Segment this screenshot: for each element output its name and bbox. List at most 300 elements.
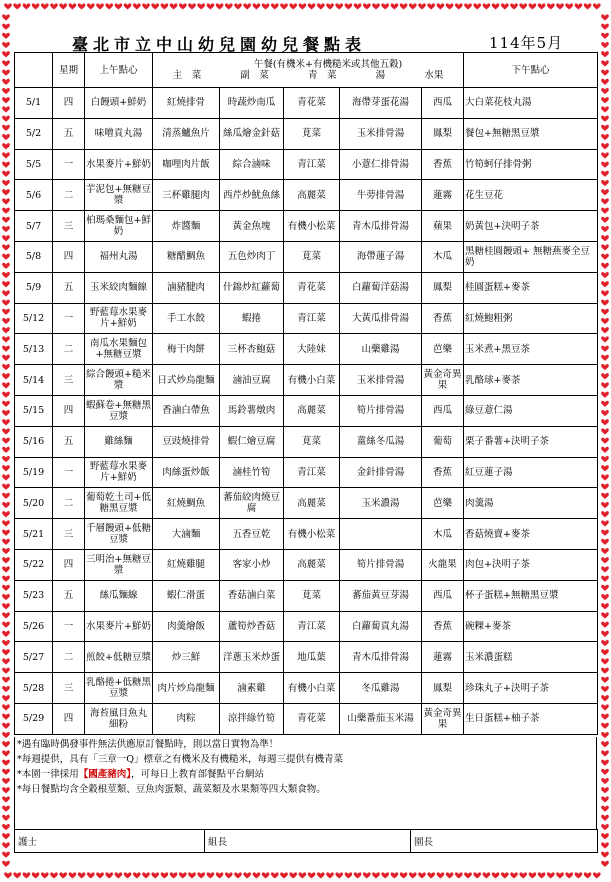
heart-icon: [601, 116, 609, 122]
heart-icon: [593, 872, 601, 878]
menu-row: [15, 272, 598, 303]
heart-icon: [510, 3, 518, 9]
heart-icon: [354, 872, 362, 878]
header-weekday: 星期: [53, 53, 85, 88]
heart-icon: [345, 872, 353, 878]
soup-cell: 金針排骨湯: [340, 457, 422, 488]
main-dish-cell: 糖醋鯛魚: [153, 241, 220, 272]
heart-icon: [317, 3, 325, 9]
heart-icon: [601, 447, 609, 453]
heart-icon: [601, 502, 609, 508]
heart-icon: [601, 622, 609, 628]
page-title: 臺北市立中山幼兒園幼兒餐點表: [72, 35, 367, 54]
morning-snack-cell: 乳酪捲+低糖黑豆漿: [85, 673, 153, 704]
header-fruit: 水果: [424, 70, 444, 81]
soup-cell: [340, 519, 422, 550]
heart-icon: [601, 281, 609, 287]
morning-snack-cell: 三明治+無糖豆漿: [85, 549, 153, 580]
heart-icon: [2, 704, 10, 710]
heart-icon: [2, 88, 10, 94]
heart-icon: [492, 872, 500, 878]
header-afternoon: 下午點心: [464, 53, 598, 88]
morning-snack-cell: 煎餃+低糖豆漿: [85, 642, 153, 673]
weekday-cell: 四: [53, 241, 85, 272]
heart-icon: [207, 872, 215, 878]
main-dish-cell: 日式炒烏龍麵: [153, 365, 220, 396]
afternoon-snack-cell: 竹筍蚵仔排骨粥: [464, 149, 598, 180]
side-dish-cell: 五香豆乾: [220, 519, 284, 550]
heart-icon: [501, 872, 509, 878]
morning-snack-cell: 葡萄乾土司+低糖黑豆漿: [85, 488, 153, 519]
heart-icon: [2, 226, 10, 232]
heart-icon: [601, 842, 609, 848]
heart-icon: [299, 872, 307, 878]
weekday-cell: 三: [53, 519, 85, 550]
heart-icon: [400, 3, 408, 9]
heart-icon: [2, 254, 10, 260]
menu-row: [15, 303, 598, 334]
heart-icon: [69, 3, 77, 9]
header-lunch-title: 午餐(有機米+有機糙米或其他五穀): [253, 59, 403, 70]
afternoon-snack-cell: 乳酪球+麥茶: [464, 365, 598, 396]
header-morning: 上午點心: [85, 53, 153, 88]
heart-icon: [601, 346, 609, 352]
heart-icon: [271, 872, 279, 878]
heart-icon: [151, 3, 159, 9]
soup-cell: 蕃茄黃豆芽湯: [340, 580, 422, 611]
heart-icon: [2, 300, 10, 306]
weekday-cell: 二: [53, 334, 85, 365]
heart-icon: [601, 198, 609, 204]
heart-icon: [601, 787, 609, 793]
heart-icon: [23, 3, 31, 9]
heart-icon: [464, 872, 472, 878]
heart-icon: [601, 631, 609, 637]
vegetable-cell: 莧菜: [284, 118, 340, 149]
sign-nurse: 護士: [15, 830, 205, 853]
heart-icon: [601, 336, 609, 342]
heart-icon: [13, 3, 21, 9]
heart-icon: [170, 3, 178, 9]
menu-row: [15, 642, 598, 673]
morning-snack-cell: 芋泥包+無糖豆漿: [85, 180, 153, 211]
date-cell: 5/29: [15, 703, 53, 734]
menu-row: [15, 334, 598, 365]
main-dish-cell: 紅燒鯛魚: [153, 488, 220, 519]
heart-icon: [529, 872, 537, 878]
fruit-cell: 香蕉: [422, 303, 464, 334]
heart-icon: [547, 872, 555, 878]
heart-icon: [317, 872, 325, 878]
heart-icon: [601, 796, 609, 802]
vegetable-cell: 有機小白菜: [284, 365, 340, 396]
heart-icon: [2, 769, 10, 775]
menu-row: [15, 118, 598, 149]
heart-icon: [483, 872, 491, 878]
heart-icon: [2, 79, 10, 85]
side-dish-cell: 涼拌綠竹筍: [220, 703, 284, 734]
header-lunch: [153, 53, 464, 88]
heart-icon: [2, 60, 10, 66]
heart-icon: [2, 410, 10, 416]
side-dish-cell: 黃金魚塊: [220, 211, 284, 242]
heart-icon: [2, 723, 10, 729]
fruit-cell: 鳳梨: [422, 673, 464, 704]
heart-icon: [601, 861, 609, 867]
date-cell: 5/12: [15, 303, 53, 334]
side-dish-cell: 什錦炒紅蘿蔔: [220, 272, 284, 303]
heart-icon: [59, 872, 67, 878]
heart-icon: [207, 3, 215, 9]
vegetable-cell: 高麗菜: [284, 488, 340, 519]
heart-icon: [601, 741, 609, 747]
heart-icon: [197, 872, 205, 878]
heart-icon: [2, 585, 10, 591]
side-dish-cell: 西芹炒魷魚絲: [220, 180, 284, 211]
heart-icon: [23, 872, 31, 878]
weekday-cell: 二: [53, 642, 85, 673]
morning-snack-cell: 福州丸湯: [85, 241, 153, 272]
heart-icon: [243, 872, 251, 878]
heart-icon: [601, 152, 609, 158]
heart-icon: [2, 539, 10, 545]
heart-icon: [2, 741, 10, 747]
main-dish-cell: 肉粽: [153, 703, 220, 734]
heart-icon: [437, 3, 445, 9]
heart-icon: [2, 235, 10, 241]
heart-icon: [2, 649, 10, 655]
heart-icon: [2, 842, 10, 848]
heart-icon: [409, 872, 417, 878]
date-cell: 5/15: [15, 395, 53, 426]
heart-icon: [280, 872, 288, 878]
fruit-cell: 黃金奇異果: [422, 703, 464, 734]
morning-snack-cell: 絲瓜麵線: [85, 580, 153, 611]
heart-icon: [2, 714, 10, 720]
menu-row: [15, 180, 598, 211]
heart-icon: [391, 3, 399, 9]
heart-icon: [87, 3, 95, 9]
fruit-cell: 芭樂: [422, 488, 464, 519]
fruit-cell: 香蕉: [422, 457, 464, 488]
heart-icon: [2, 24, 10, 30]
menu-table: [14, 52, 598, 735]
heart-icon: [381, 3, 389, 9]
date-cell: 5/22: [15, 549, 53, 580]
main-dish-cell: 肉羹燴飯: [153, 611, 220, 642]
menu-row: [15, 519, 598, 550]
main-dish-cell: 肉絲蛋炒飯: [153, 457, 220, 488]
afternoon-snack-cell: 杯子蛋糕+無糖黑豆漿: [464, 580, 598, 611]
heart-icon: [161, 3, 169, 9]
heart-icon: [2, 392, 10, 398]
heart-icon: [601, 769, 609, 775]
heart-icon: [2, 152, 10, 158]
heart-icon: [2, 677, 10, 683]
afternoon-snack-cell: 碗粿+麥茶: [464, 611, 598, 642]
heart-icon: [2, 272, 10, 278]
side-dish-cell: 馬鈴薯燉肉: [220, 395, 284, 426]
heart-icon: [601, 806, 609, 812]
heart-icon: [455, 3, 463, 9]
morning-snack-cell: 水果麥片+鮮奶: [85, 149, 153, 180]
heart-icon: [601, 474, 609, 480]
heart-icon: [115, 872, 123, 878]
date-cell: 5/28: [15, 673, 53, 704]
heart-icon: [50, 3, 58, 9]
heart-icon: [289, 872, 297, 878]
main-dish-cell: 紅燒雞腿: [153, 549, 220, 580]
soup-cell: 筍片排骨湯: [340, 395, 422, 426]
fruit-cell: 木瓜: [422, 519, 464, 550]
heart-icon: [601, 51, 609, 57]
heart-icon: [575, 872, 583, 878]
weekday-cell: 五: [53, 426, 85, 457]
main-dish-cell: 香滷白帶魚: [153, 395, 220, 426]
heart-icon: [565, 872, 573, 878]
heart-icon: [124, 3, 132, 9]
heart-icon: [601, 677, 609, 683]
fruit-cell: 芭樂: [422, 334, 464, 365]
side-dish-cell: 蝦仁燴豆腐: [220, 426, 284, 457]
date-cell: 5/14: [15, 365, 53, 396]
heart-icon: [253, 872, 261, 878]
heart-icon: [363, 872, 371, 878]
heart-icon: [601, 530, 609, 536]
heart-icon: [418, 3, 426, 9]
heart-icon: [601, 438, 609, 444]
date-cell: 5/5: [15, 149, 53, 180]
main-dish-cell: 手工水餃: [153, 303, 220, 334]
heart-icon: [2, 428, 10, 434]
heart-icon: [601, 42, 609, 48]
heart-icon: [601, 640, 609, 646]
heart-icon: [2, 125, 10, 131]
menu-row: [15, 580, 598, 611]
date-cell: 5/21: [15, 519, 53, 550]
heart-icon: [556, 872, 564, 878]
heart-icon: [601, 189, 609, 195]
heart-icon: [41, 3, 49, 9]
weekday-cell: 一: [53, 303, 85, 334]
morning-snack-cell: 綜合饅頭+糙米漿: [85, 365, 153, 396]
heart-icon: [2, 861, 10, 867]
fruit-cell: 火龍果: [422, 549, 464, 580]
signature-table: [14, 829, 598, 853]
heart-icon: [601, 714, 609, 720]
heart-icon: [96, 872, 104, 878]
heart-icon: [2, 373, 10, 379]
heart-icon: [2, 557, 10, 563]
afternoon-snack-cell: 肉包+決明子茶: [464, 549, 598, 580]
heart-icon: [381, 872, 389, 878]
heart-icon: [601, 382, 609, 388]
heart-icon: [133, 3, 141, 9]
heart-icon: [2, 180, 10, 186]
heart-icon: [473, 3, 481, 9]
heart-icon: [601, 732, 609, 738]
soup-cell: 薑絲冬瓜湯: [340, 426, 422, 457]
date-cell: 5/23: [15, 580, 53, 611]
heart-icon: [601, 566, 609, 572]
morning-snack-cell: 野藍莓水果麥片+鮮奶: [85, 303, 153, 334]
note-3-b: ，可每日上教育部餐點平台網站: [131, 769, 265, 780]
heart-icon: [2, 290, 10, 296]
weekday-cell: 四: [53, 549, 85, 580]
heart-icon: [372, 872, 380, 878]
heart-icon: [601, 24, 609, 30]
side-dish-cell: 綜合滷味: [220, 149, 284, 180]
fruit-cell: 蘋果: [422, 211, 464, 242]
heart-icon: [601, 272, 609, 278]
soup-cell: 白蘿蔔貢丸湯: [340, 611, 422, 642]
heart-icon: [2, 134, 10, 140]
afternoon-snack-cell: 玉米煮+黑豆茶: [464, 334, 598, 365]
heart-icon: [32, 872, 40, 878]
heart-icon: [133, 872, 141, 878]
afternoon-snack-cell: 黑糖桂圓饅頭+ 無糖燕麥全豆奶: [464, 241, 598, 272]
heart-icon: [601, 594, 609, 600]
heart-icon: [464, 3, 472, 9]
heart-icon: [2, 484, 10, 490]
heart-icon: [437, 872, 445, 878]
heart-icon: [492, 3, 500, 9]
vegetable-cell: 有機小松菜: [284, 211, 340, 242]
main-dish-cell: 紅燒排骨: [153, 88, 220, 119]
heart-icon: [2, 143, 10, 149]
weekday-cell: 一: [53, 457, 85, 488]
heart-icon: [59, 3, 67, 9]
heart-icon: [2, 263, 10, 269]
weekday-cell: 一: [53, 149, 85, 180]
soup-cell: 青木瓜排骨湯: [340, 211, 422, 242]
vegetable-cell: 莧菜: [284, 241, 340, 272]
heart-icon: [601, 668, 609, 674]
heart-icon: [601, 143, 609, 149]
note-3-highlight: 【國產豬肉】: [78, 769, 132, 780]
heart-icon: [601, 428, 609, 434]
soup-cell: 牛蒡排骨湯: [340, 180, 422, 211]
heart-icon: [601, 125, 609, 131]
heart-icon: [2, 603, 10, 609]
heart-icon: [2, 70, 10, 76]
heart-icon: [601, 465, 609, 471]
heart-icon: [2, 364, 10, 370]
header-main: 主 菜: [172, 70, 202, 81]
date-cell: 5/19: [15, 457, 53, 488]
afternoon-snack-cell: 珍珠丸子+決明子茶: [464, 673, 598, 704]
heart-icon: [289, 3, 297, 9]
heart-icon: [335, 3, 343, 9]
vegetable-cell: 青江菜: [284, 149, 340, 180]
menu-row: [15, 457, 598, 488]
date-cell: 5/2: [15, 118, 53, 149]
heart-icon: [2, 668, 10, 674]
heart-icon: [124, 872, 132, 878]
side-dish-cell: 五色炒肉丁: [220, 241, 284, 272]
heart-icon: [601, 327, 609, 333]
vegetable-cell: 有機小松菜: [284, 519, 340, 550]
heart-icon: [601, 704, 609, 710]
heart-icon: [2, 42, 10, 48]
heart-icon: [105, 872, 113, 878]
heart-icon: [4, 872, 12, 878]
morning-snack-cell: 白饅頭+鮮奶: [85, 88, 153, 119]
heart-icon: [142, 3, 150, 9]
afternoon-snack-cell: 大白菜花枝丸湯: [464, 88, 598, 119]
vegetable-cell: 青江菜: [284, 457, 340, 488]
heart-icon: [601, 226, 609, 232]
heart-icon: [601, 658, 609, 664]
vegetable-cell: 有機小白菜: [284, 673, 340, 704]
vegetable-cell: 青花菜: [284, 272, 340, 303]
heart-icon: [601, 484, 609, 490]
soup-cell: 青木瓜排骨湯: [340, 642, 422, 673]
side-dish-cell: 三杯杏鮑菇: [220, 334, 284, 365]
morning-snack-cell: 蝦蘇卷+無糖黑豆漿: [85, 395, 153, 426]
weekday-cell: 五: [53, 118, 85, 149]
weekday-cell: 一: [53, 611, 85, 642]
heart-icon: [601, 162, 609, 168]
heart-icon: [308, 3, 316, 9]
heart-icon: [575, 3, 583, 9]
heart-icon: [335, 872, 343, 878]
vegetable-cell: 大陸妹: [284, 334, 340, 365]
afternoon-snack-cell: 栗子番薯+決明子茶: [464, 426, 598, 457]
heart-icon: [601, 309, 609, 315]
weekday-cell: 三: [53, 673, 85, 704]
heart-icon: [455, 872, 463, 878]
header-date: [15, 53, 53, 88]
soup-cell: 冬瓜雞湯: [340, 673, 422, 704]
heart-icon: [2, 787, 10, 793]
heart-icon: [2, 33, 10, 39]
heart-icon: [2, 778, 10, 784]
heart-icon: [234, 3, 242, 9]
heart-icon: [601, 456, 609, 462]
heart-icon: [593, 3, 601, 9]
heart-icon: [2, 51, 10, 57]
heart-icon: [601, 97, 609, 103]
fruit-cell: 香蕉: [422, 611, 464, 642]
weekday-cell: 二: [53, 488, 85, 519]
header-veg: 青 菜: [307, 70, 337, 81]
heart-icon: [601, 318, 609, 324]
heart-icon: [601, 134, 609, 140]
heart-icon: [50, 872, 58, 878]
heart-icon: [96, 3, 104, 9]
weekday-cell: 四: [53, 703, 85, 734]
heart-icon: [601, 60, 609, 66]
date-cell: 5/7: [15, 211, 53, 242]
main-dish-cell: 肉片炒烏龍麵: [153, 673, 220, 704]
afternoon-snack-cell: 生日蛋糕+柚子茶: [464, 703, 598, 734]
heart-icon: [529, 3, 537, 9]
date-cell: 5/8: [15, 241, 53, 272]
side-dish-cell: 蕃茄絞肉燒豆腐: [220, 488, 284, 519]
heart-icon: [601, 79, 609, 85]
notes-box: [14, 737, 597, 830]
afternoon-snack-cell: 玉米濃蛋糕: [464, 642, 598, 673]
weekday-cell: 五: [53, 580, 85, 611]
heart-icon: [2, 355, 10, 361]
heart-icon: [151, 872, 159, 878]
menu-row: [15, 703, 598, 734]
heart-icon: [391, 872, 399, 878]
weekday-cell: 四: [53, 88, 85, 119]
fruit-cell: 蓮霧: [422, 180, 464, 211]
heart-icon: [2, 14, 10, 20]
